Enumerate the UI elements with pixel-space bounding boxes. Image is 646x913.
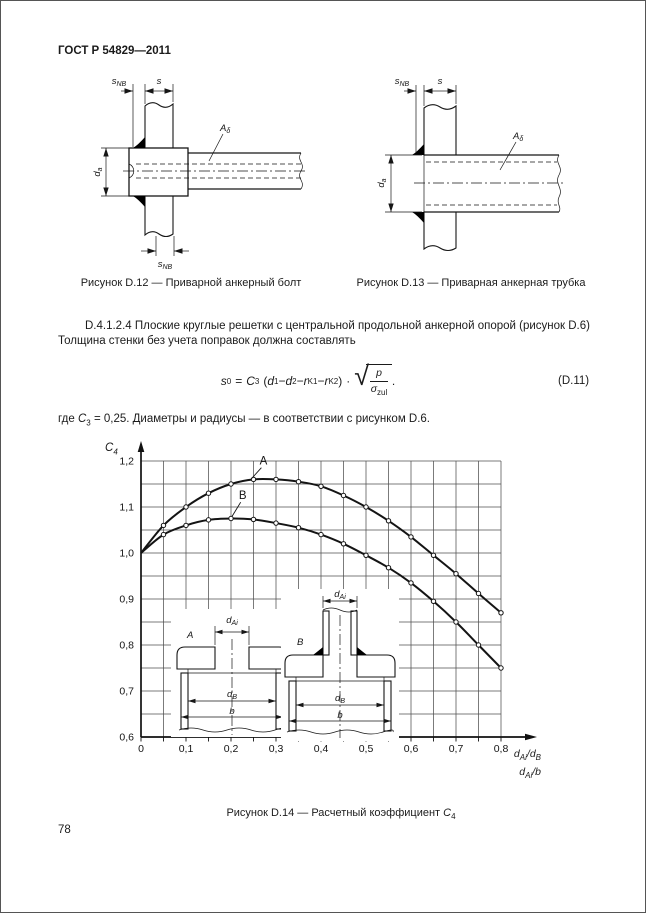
data-point-B (341, 542, 345, 546)
x-tick-label: 0,6 (403, 743, 419, 755)
x-axis-title-line2: $d_{Ai}/b$ (519, 766, 541, 781)
figure-d12-caption: Рисунок D.12 — Приварной анкерный болт (80, 277, 302, 289)
figure-d14-caption: Рисунок D.14 — Расчетный коэффициент $C_4$ (226, 807, 456, 822)
x-axis-arrow (525, 734, 537, 741)
wall-section (424, 105, 456, 251)
data-point-A (319, 484, 323, 488)
data-point-A (229, 482, 233, 486)
y-tick-label: 0,9 (119, 593, 134, 606)
formula-d11: s 0 = C 3 ( d 1 − d 2 − r K1 − r K2 ) · √ $\frac{p}{\sigma_{zul}}$ . (220, 361, 396, 398)
weld-fillets (133, 137, 145, 207)
dim-label-snb-bottom: $s_{NB}$ (157, 259, 173, 271)
data-point-B (364, 553, 368, 557)
wall-section (145, 103, 173, 237)
page-number: 78 (58, 824, 71, 836)
x-tick-label: 0,2 (223, 743, 239, 755)
data-point-B (206, 518, 210, 522)
data-point-A (499, 611, 503, 615)
x-tick-label: 0,8 (493, 743, 509, 755)
formula-tag: (D.11) (558, 375, 590, 387)
dim-label-snb: $s_{NB}$ (394, 76, 410, 88)
data-point-A (184, 505, 188, 509)
note-line: где $C_3 = 0,25$. Диаметры и радиусы — в соответствии с рисунком D.6. (58, 413, 431, 428)
data-point-A (476, 591, 480, 595)
paragraph-line-1: D.4.1.2.4 Плоские круглые решетки с центральной продольной анкерной опорой (рисунок D.6) (85, 320, 590, 332)
figure-d14-chart (91, 441, 561, 791)
data-point-B (319, 532, 323, 536)
figure-d12-drawing (89, 76, 324, 271)
data-point-B (296, 526, 300, 530)
dim-label-da: $d_a$ (376, 178, 388, 188)
bolt-body (123, 148, 307, 196)
x-tick-label: 0,5 (358, 743, 374, 755)
radical-sign: √ (354, 361, 370, 392)
dim-label-a-delta: $A_\delta$ (220, 123, 231, 135)
y-tick-label: 1,1 (119, 501, 134, 514)
x-tick-label: 0,1 (178, 743, 194, 755)
data-point-A (341, 493, 345, 497)
curve-label-A: A (259, 455, 268, 468)
data-point-B (274, 521, 278, 525)
data-point-A (274, 477, 278, 481)
dimensions (376, 76, 523, 212)
page-header: ГОСТ Р 54829—2011 (58, 45, 171, 57)
weld-fillets (412, 144, 424, 223)
y-tick-label: 0,6 (119, 731, 134, 744)
inset-diagram-b (281, 589, 399, 741)
inset-b-name: B (297, 637, 304, 648)
data-point-B (161, 532, 165, 536)
data-point-B (409, 581, 413, 585)
paragraph-d4124 (58, 319, 596, 349)
inset-a-b-label: b (229, 706, 235, 717)
dimensions (92, 76, 230, 271)
y-axis-title: $C_4$ (105, 442, 118, 457)
inset-a-db-label: $d_B$ (227, 689, 237, 701)
x-tick-label: 0,7 (448, 743, 464, 755)
y-tick-label: 1,0 (119, 547, 134, 560)
data-point-A (161, 523, 165, 527)
inset-b-db-label: $d_B$ (335, 693, 345, 705)
dim-label-s: s (156, 76, 162, 87)
data-point-B (499, 666, 503, 670)
y-axis-arrow (138, 441, 145, 452)
data-point-A (386, 519, 390, 523)
x-tick-label: 0,3 (268, 743, 284, 755)
data-point-A (431, 553, 435, 557)
data-point-B (386, 566, 390, 570)
x-axis-title-line1: $d_{Ai}/d_B$ (513, 748, 541, 763)
curve-label-B: B (238, 490, 247, 503)
data-point-B (454, 620, 458, 624)
inset-b-b-label: b (337, 710, 343, 721)
inset-diagram-a (171, 609, 293, 737)
dim-label-snb-top: $s_{NB}$ (111, 76, 127, 88)
inset-a-dai-label: $d_{Ai}$ (226, 615, 238, 627)
data-point-A (409, 535, 413, 539)
data-point-B (476, 643, 480, 647)
data-point-B (184, 523, 188, 527)
data-point-A (296, 480, 300, 484)
formula-lhs: s (220, 374, 227, 388)
tube-body (414, 155, 564, 212)
data-point-A (206, 491, 210, 495)
x-tick-label: 0,4 (313, 743, 329, 755)
y-tick-label: 1,2 (119, 455, 134, 468)
dim-label-da: $d_a$ (92, 167, 104, 177)
data-point-B (229, 516, 233, 520)
inset-a-name: A (187, 630, 194, 641)
figure-d13-caption: Рисунок D.13 — Приварная анкерная трубка (356, 277, 586, 289)
inset-b-dai-label: $d_{Ai}$ (334, 589, 346, 601)
figure-d13-drawing (369, 76, 569, 271)
data-point-B (251, 517, 255, 521)
x-axis-title (421, 747, 541, 783)
data-point-A (454, 572, 458, 576)
radical: √ $\frac{p}{\sigma_{zul}}$ (354, 364, 392, 397)
dim-label-a-delta: $A_\delta$ (513, 131, 524, 143)
y-tick-label: 0,8 (119, 639, 134, 652)
x-tick-label: 0 (138, 743, 144, 755)
y-tick-label: 0,7 (119, 685, 134, 698)
data-point-A (364, 505, 368, 509)
dim-label-s: s (437, 76, 443, 87)
data-point-B (431, 599, 435, 603)
paragraph-line-2: Толщина стенки без учета поправок должна составлять (58, 335, 356, 347)
